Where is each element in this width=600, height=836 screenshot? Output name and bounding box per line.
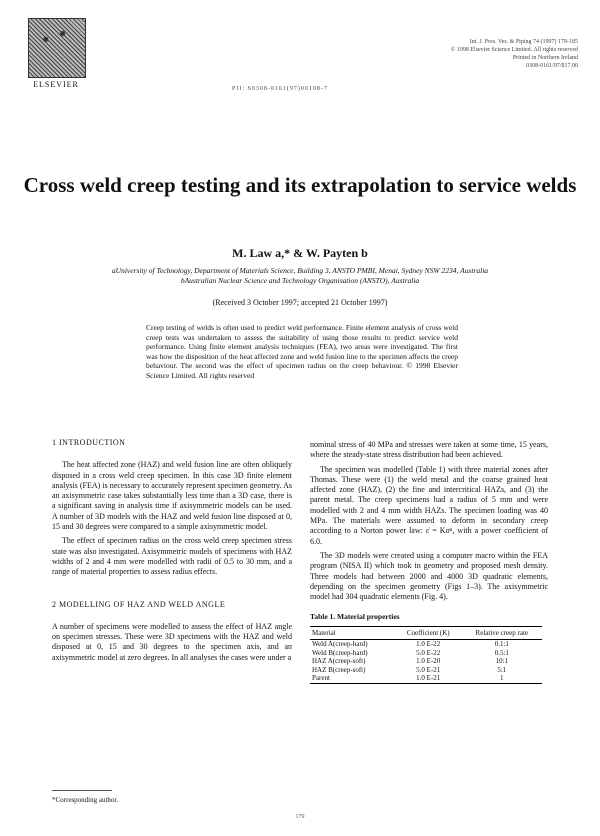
table-cell: 5.0 E-22 <box>416 648 441 657</box>
table-row <box>310 666 542 675</box>
material-properties-table <box>310 626 542 684</box>
journal-line: 0308-0161/97/$17.00 <box>526 63 578 69</box>
table-row <box>310 640 542 649</box>
table-cell: 1 <box>500 674 504 683</box>
elsevier-tree-icon <box>28 18 86 78</box>
table-header-row <box>310 626 542 639</box>
table-cell: HAZ A(creep-soft) <box>312 657 366 666</box>
affiliation-b: bAustralian Nuclear Science and Technology Organisation (ANSTO), Australia <box>180 276 420 285</box>
paragraph: nominal stress of 40 MPa and stresses were taken at some time, 15 years, where the steady-state stress distribution had been achieved. <box>310 440 548 460</box>
paragraph: The 3D models were created using a computer macro within the FEA program (NISA II) which took in geometry and proposed mesh density. Three models had between 2000 and 4000 3D quadratic elements, depending on the specimen geometry (Figs 1–3). The axisymmetric model had 304 quadratic elements (Fig. 4). <box>310 550 548 602</box>
journal-line: Int. J. Pres. Ves. & Piping 74 (1997) 179-185 <box>469 39 578 45</box>
table-header: Coefficient (K) <box>395 626 462 639</box>
paper-title: Cross weld creep testing and its extrapolation to service welds <box>23 173 577 197</box>
section-heading-modelling: 2 MODELLING OF HAZ AND WELD ANGLE <box>52 599 226 609</box>
journal-reference <box>428 38 578 70</box>
table-header: Material <box>310 626 395 639</box>
paragraph: A number of specimens were modelled to assess the effect of HAZ angle on specimen stresses. These were 3D specimens with the HAZ and weld disposed at 0, 15 and 30 degrees to the specimen axis, and an axisymmetric model at zero degrees. In all analyses the cases were under a <box>52 621 292 662</box>
table-cell: Weld B(creep-hard) <box>312 648 368 657</box>
table-cell: 5:1 <box>497 665 507 674</box>
section-heading-introduction: 1 INTRODUCTION <box>52 438 126 447</box>
pii-identifier: PII: S0308-0161(97)00108-7 <box>232 86 328 92</box>
table-cell: 1.0 E-21 <box>416 674 441 683</box>
footnote: *Corresponding author. <box>52 796 119 804</box>
journal-line: Printed in Northern Ireland <box>512 55 578 61</box>
publisher-name: ELSEVIER <box>33 80 79 89</box>
table-row <box>310 674 542 683</box>
table-row <box>310 649 542 658</box>
table-header: Relative creep rate <box>462 626 542 639</box>
page-number: 179 <box>295 814 305 820</box>
authors: M. Law a,* & W. Payten b <box>232 246 368 260</box>
table-cell: Parent <box>312 674 330 683</box>
left-column <box>52 438 292 663</box>
table-cell: Weld A(creep-hard) <box>312 640 368 649</box>
elsevier-logo <box>28 18 84 96</box>
paragraph: The heat affected zone (HAZ) and weld fusion line are often obliquely disposed in a cross weld creep specimen. In this case 3D finite element analysis (FEA) is necessary to accurately represent specimen geometry. As an axisymmetric case takes substantially less time than a 3D case, there is a significant saving in analysis time if axisymmetric models can be used. A number of 3D models with the HAZ and weld fusion line disposed at 0, 15 and 30 degrees were compared to a simple axisymmetric model. <box>52 460 292 532</box>
affiliations <box>40 266 560 286</box>
journal-line: © 1998 Elsevier Science Limited. All rights reserved <box>450 47 578 53</box>
right-column <box>310 440 548 684</box>
table-cell: 1.0 E-22 <box>416 640 441 649</box>
table-cell: 0.1:1 <box>494 640 509 649</box>
footnote-divider <box>52 790 112 791</box>
table-cell: 10:1 <box>495 657 509 666</box>
table-cell: 5.0 E-21 <box>416 665 441 674</box>
paragraph: The effect of specimen radius on the cross weld creep specimen stress state was also investigated. Axisymmetric models of specimens with HAZ widths of 2 and 4 mm were modelled with radii of 0.5 to 30 mm, and a range of material properties to assess radius effects. <box>52 536 292 577</box>
table-cell: 0.5:1 <box>494 648 509 657</box>
paragraph: The specimen was modelled (Table 1) with three material zones after Thomas. These were (1) the weld metal and the coarse grained heat affected zone (HAZ), (2) the fine and intercritical HAZs, and (3) the parent metal. The creep specimens had a radius of 5 mm and were modelled with 2 and 4 mm width HAZs. The specimen loading was 40 MPa. The materials were assumed to deform in secondary creep according to a Norton power law: ε̇ = Kσⁿ, with a power coefficient of 6.0. <box>310 464 548 546</box>
received-dates: (Received 3 October 1997; accepted 21 October 1997) <box>212 298 388 307</box>
table-cell: 1.0 E-20 <box>416 657 441 666</box>
abstract: Creep testing of welds is often used to predict weld performance. Finite element analysis of cross weld creep tests was undertaken to assess the suitability of using those results to predict service weld performance. Using finite element analysis techniques (FEA), two areas were investigated. The first was how the disposition of the heat affected zone and weld fusion line to the specimen affects the creep behaviour. The second was the effect of specimen radius on the creep behaviour. © 1998 Elsevier Science Limited. All rights reserved <box>146 323 458 380</box>
table-caption: Table 1. Material properties <box>310 612 400 622</box>
table-row <box>310 657 542 666</box>
table-cell: HAZ B(creep-soft) <box>312 665 366 674</box>
affiliation-a: aUniversity of Technology, Department of Materials Science, Building 3, ANSTO PMBI, Menai, Sydney NSW 2234, Australia <box>111 266 489 275</box>
